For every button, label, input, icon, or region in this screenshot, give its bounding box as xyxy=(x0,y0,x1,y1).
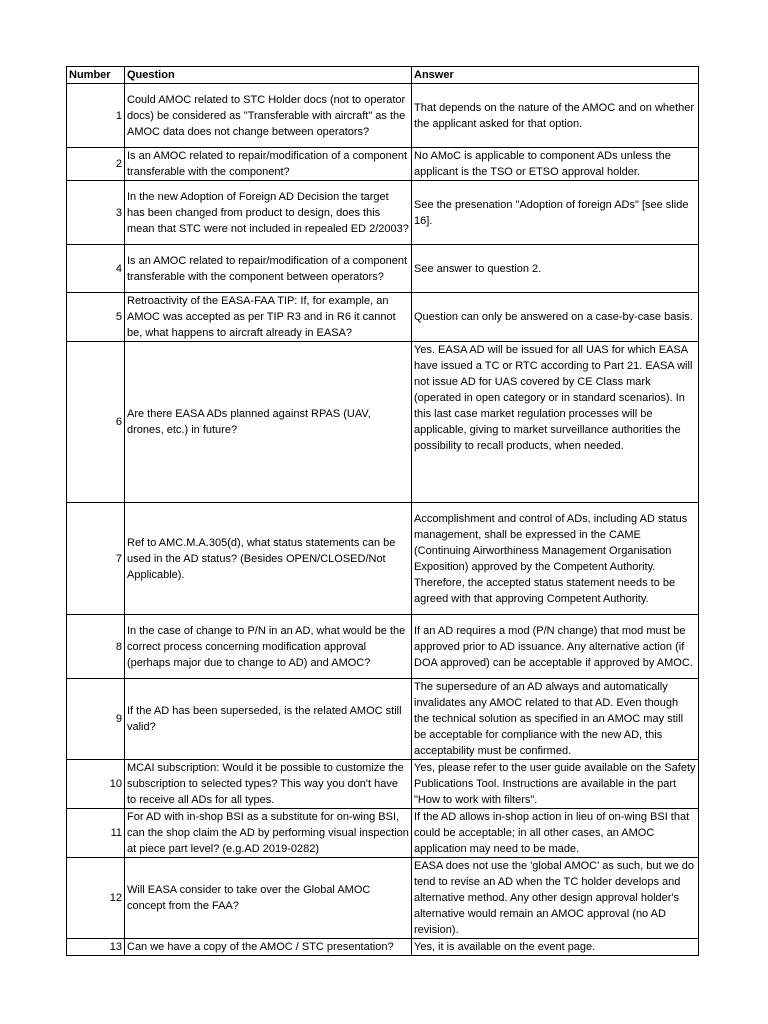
row-answer: Yes. EASA AD will be issued for all UAS for which EASA have issued a TC or RTC according to Part 21. EASA will not issue AD for UAS covered by CE Class mark (operated in open category or in standard scenarios). In this last case market regulation processes will be applicable, giving to market surveillance authorities the possibility to recall products, when needed. xyxy=(412,342,699,503)
table-row xyxy=(67,148,699,181)
table-row xyxy=(67,293,699,342)
row-number: 6 xyxy=(67,342,125,503)
row-number: 4 xyxy=(67,245,125,293)
row-answer: If an AD requires a mod (P/N change) that mod must be approved prior to AD issuance. Any alternative action (if DOA approved) can be acceptable if approved by AMOC. xyxy=(412,615,699,679)
header-answer: Answer xyxy=(412,67,699,84)
header-number: Number xyxy=(67,67,125,84)
row-answer: The supersedure of an AD always and automatically invalidates any AMOC related to that AD. Even though the technical solution as specified in an AMOC may still be acceptable for compliance with the new AD, this acceptability must be confirmed. xyxy=(412,679,699,760)
row-number: 5 xyxy=(67,293,125,342)
table-row xyxy=(67,679,699,760)
row-question: Is an AMOC related to repair/modification of a component transferable with the component between operators? xyxy=(125,245,412,293)
row-number: 12 xyxy=(67,858,125,939)
row-question: Are there EASA ADs planned against RPAS (UAV, drones, etc.) in future? xyxy=(125,342,412,503)
row-answer: Accomplishment and control of ADs, including AD status management, shall be expressed in the CAME (Continuing Airworthiness Management Organisation Exposition) approved by the Competent Authority. Therefore, the accepted status statement needs to be agreed with that approving Competent Authority. xyxy=(412,503,699,615)
table-row xyxy=(67,84,699,148)
header-question: Question xyxy=(125,67,412,84)
row-answer: EASA does not use the 'global AMOC' as such, but we do tend to revise an AD when the TC holder develops and alternative method. Any other design approval holder's alternative would remain an AMOC approval (no AD revision). xyxy=(412,858,699,939)
row-number: 9 xyxy=(67,679,125,760)
row-answer: No AMoC is applicable to component ADs unless the applicant is the TSO or ETSO approval holder. xyxy=(412,148,699,181)
row-number: 3 xyxy=(67,181,125,245)
qa-table xyxy=(66,66,699,956)
row-answer: That depends on the nature of the AMOC and on whether the applicant asked for that option. xyxy=(412,84,699,148)
row-number: 2 xyxy=(67,148,125,181)
qa-page xyxy=(66,66,698,956)
row-number: 7 xyxy=(67,503,125,615)
table-row xyxy=(67,939,699,956)
table-row xyxy=(67,503,699,615)
row-answer: See answer to question 2. xyxy=(412,245,699,293)
row-question: In the case of change to P/N in an AD, what would be the correct process concerning modification approval (perhaps major due to change to AD) and AMOC? xyxy=(125,615,412,679)
table-row xyxy=(67,181,699,245)
row-answer: Yes, please refer to the user guide available on the Safety Publications Tool. Instructions are available in the part "How to work with filters". xyxy=(412,760,699,809)
row-number: 13 xyxy=(67,939,125,956)
table-row xyxy=(67,615,699,679)
row-answer: Question can only be answered on a case-by-case basis. xyxy=(412,293,699,342)
table-row xyxy=(67,342,699,503)
row-question: Will EASA consider to take over the Global AMOC concept from the FAA? xyxy=(125,858,412,939)
row-question: In the new Adoption of Foreign AD Decision the target has been changed from product to design, does this mean that STC were not included in repealed ED 2/2003? xyxy=(125,181,412,245)
row-number: 10 xyxy=(67,760,125,809)
row-question: Retroactivity of the EASA-FAA TIP: If, for example, an AMOC was accepted as per TIP R3 and in R6 it cannot be, what happens to aircraft already in EASA? xyxy=(125,293,412,342)
row-question: Is an AMOC related to repair/modification of a component transferable with the component? xyxy=(125,148,412,181)
row-question: If the AD has been superseded, is the related AMOC still valid? xyxy=(125,679,412,760)
table-row xyxy=(67,760,699,809)
table-row xyxy=(67,858,699,939)
row-number: 8 xyxy=(67,615,125,679)
row-question: Ref to AMC.M.A.305(d), what status statements can be used in the AD status? (Besides OPEN/CLOSED/Not Applicable). xyxy=(125,503,412,615)
header-row xyxy=(67,67,699,84)
row-question: For AD with in-shop BSI as a substitute for on-wing BSI, can the shop claim the AD by performing visual inspection at piece part level? (e.g.AD 2019-0282) xyxy=(125,809,412,858)
row-number: 1 xyxy=(67,84,125,148)
row-question: MCAI subscription: Would it be possible to customize the subscription to selected types? This way you don't have to receive all ADs for all types. xyxy=(125,760,412,809)
row-number: 11 xyxy=(67,809,125,858)
row-question: Could AMOC related to STC Holder docs (not to operator docs) be considered as "Transferable with aircraft" as the AMOC data does not change between operators? xyxy=(125,84,412,148)
row-answer: Yes, it is available on the event page. xyxy=(412,939,699,956)
row-answer: If the AD allows in-shop action in lieu of on-wing BSI that could be acceptable; in all other cases, an AMOC application may need to be made. xyxy=(412,809,699,858)
table-row xyxy=(67,809,699,858)
row-question: Can we have a copy of the AMOC / STC presentation? xyxy=(125,939,412,956)
table-row xyxy=(67,245,699,293)
row-answer: See the presenation "Adoption of foreign ADs" [see slide 16]. xyxy=(412,181,699,245)
